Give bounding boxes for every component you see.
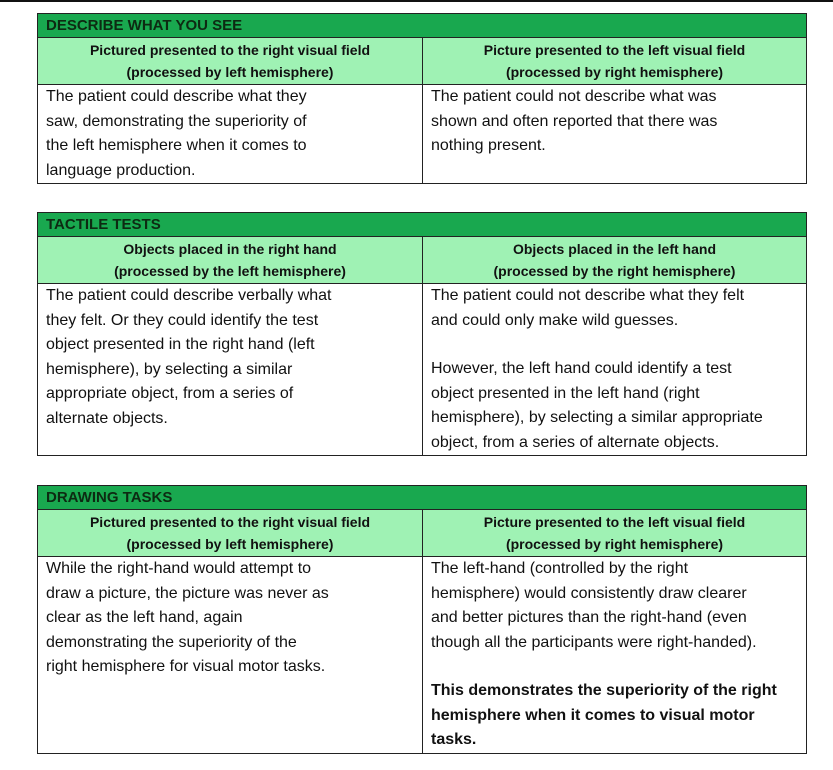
- column-header-right: Objects placed in the left hand (processed by the right hemisphere): [422, 237, 806, 284]
- paragraph: The left-hand (controlled by the right hemisphere) would consistently draw clearer and better pictures than the right-hand (even though all the participants were right-handed).: [431, 560, 757, 651]
- column-header-left: Pictured presented to the right visual field (processed by left hemisphere): [38, 38, 422, 85]
- left-cell: The patient could describe verbally what they felt. Or they could identify the test object presented in the right hand (left hemisphere), by selecting a similar appropriate object, from a series of alternate objects.: [46, 287, 332, 427]
- table-header-row: [38, 38, 806, 85]
- tactile-tests-table: [37, 212, 807, 456]
- column-header-right: Picture presented to the left visual field (processed by right hemisphere): [422, 38, 806, 85]
- right-cell: The patient could not describe what was shown and often reported that there was nothing present.: [422, 85, 806, 183]
- conclusion-paragraph: This demonstrates the superiority of the right hemisphere when it comes to visual motor tasks.: [431, 682, 777, 748]
- describe-what-you-see-table: [37, 13, 807, 184]
- table-header-row: [38, 510, 806, 557]
- table-row: [38, 557, 806, 753]
- right-cell: [422, 557, 806, 753]
- column-header-right: Picture presented to the left visual field (processed by right hemisphere): [422, 510, 806, 557]
- paragraph: The patient could not describe what they felt and could only make wild guesses.: [431, 287, 745, 329]
- left-cell: The patient could describe what they saw, demonstrating the superiority of the left hemisphere when it comes to language production.: [46, 88, 307, 179]
- section-title: DRAWING TASKS: [38, 486, 806, 510]
- section-title: TACTILE TESTS: [38, 213, 806, 237]
- column-header-left: Pictured presented to the right visual field (processed by left hemisphere): [38, 510, 422, 557]
- section-title: DESCRIBE WHAT YOU SEE: [38, 14, 806, 38]
- table-row: [38, 284, 806, 455]
- column-header-left: Objects placed in the right hand (processed by the left hemisphere): [38, 237, 422, 284]
- paragraph: However, the left hand could identify a test object presented in the left hand (right hemisphere), by selecting a similar appropriate object, from a series of alternate objects.: [431, 360, 763, 451]
- table-header-row: [38, 237, 806, 284]
- left-cell: While the right-hand would attempt to draw a picture, the picture was never as clear as the left hand, again demonstrating the superiority of the right hemisphere for visual motor tasks.: [46, 560, 329, 675]
- top-rule: [0, 0, 833, 2]
- drawing-tasks-table: [37, 485, 807, 754]
- right-cell: [422, 284, 806, 455]
- table-row: [38, 85, 806, 183]
